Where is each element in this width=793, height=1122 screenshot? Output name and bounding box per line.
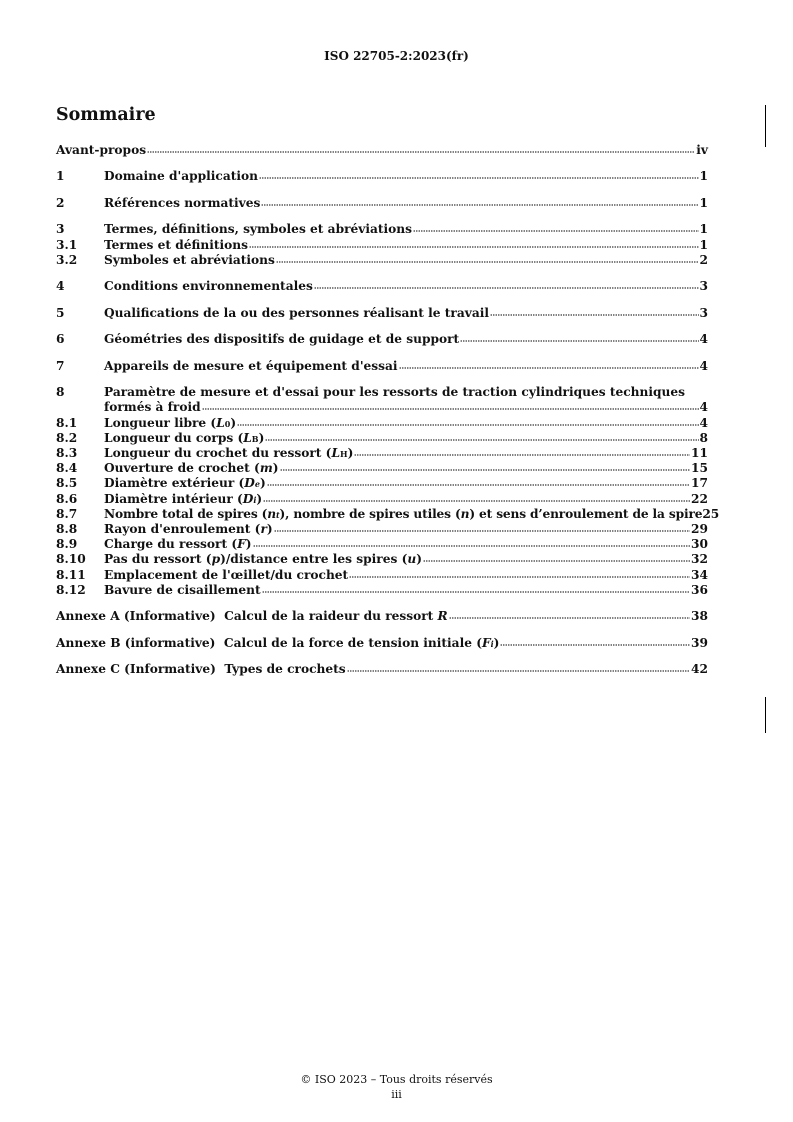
dot-leader <box>354 454 690 456</box>
toc-entry-page: 1 <box>699 195 708 210</box>
toc-entry-label: Qualifications de la ou des personnes réalisant le travail <box>104 305 489 320</box>
toc-entry-number: 8.4 <box>56 461 78 476</box>
dot-leader <box>347 670 690 672</box>
toc-entry-page: 15 <box>691 461 708 476</box>
toc-entry-number: 2 <box>56 195 65 210</box>
symbol: u <box>407 552 417 567</box>
symbol: D <box>242 491 254 506</box>
toc-entry-number: 8.3 <box>56 446 78 460</box>
toc-entry-label: Termes, définitions, symboles et abréviations <box>104 222 412 237</box>
toc-entry-page: 4 <box>699 400 708 415</box>
toc-entry-2[interactable] <box>56 196 708 211</box>
toc-entry-number: 6 <box>56 332 65 347</box>
toc-entry-8-11[interactable] <box>56 568 708 583</box>
dot-leader <box>449 617 690 619</box>
symbol: m <box>259 461 273 476</box>
toc-entry-page: iv <box>696 143 708 157</box>
dot-leader <box>237 424 698 426</box>
toc-entry-number: 8.12 <box>56 582 86 597</box>
toc-entry-label <box>104 522 273 537</box>
toc-entry-page: 3 <box>699 279 708 294</box>
toc-entry-page: 4 <box>699 358 708 373</box>
copyright-notice: © ISO 2023 – Tous droits réservés <box>300 1073 493 1086</box>
label-text: Pas du ressort ( <box>104 552 212 567</box>
label-text: Longueur du crochet du ressort ( <box>104 446 332 460</box>
toc-entry-number: 8.9 <box>56 537 78 552</box>
symbol: n <box>460 506 470 521</box>
toc-entry-page: 22 <box>691 491 708 506</box>
toc-entry-label-line1: Paramètre de mesure et d'essai pour les ressorts de traction cylindriques techniques <box>104 385 686 400</box>
toc-entry-page: 29 <box>691 521 708 536</box>
label-text: )/distance entre les spires ( <box>220 552 408 567</box>
symbol-subscript: i <box>253 494 257 505</box>
toc-entry-label: Termes et définitions <box>104 237 248 252</box>
toc-entry-number: 8.10 <box>56 552 86 567</box>
toc-entry-label <box>104 492 262 508</box>
symbol-subscript: 0 <box>224 418 231 429</box>
toc-entry-label: Avant-propos <box>56 143 147 157</box>
dot-leader <box>202 408 699 410</box>
symbol: r <box>260 521 267 536</box>
dot-leader <box>267 484 690 486</box>
toc-entry-label: Géométries des dispositifs de guidage et de support <box>104 332 460 347</box>
dot-leader <box>423 560 690 562</box>
toc-entry-3[interactable] <box>56 222 708 237</box>
toc-entry-number: 3.1 <box>56 237 78 252</box>
toc-entry-8-9[interactable] <box>56 537 708 552</box>
toc-entry-page: 1 <box>699 222 708 237</box>
toc-entry-label <box>104 476 266 492</box>
toc-entry-page: 36 <box>691 582 708 597</box>
symbol: R <box>437 609 448 624</box>
page-title: Sommaire <box>56 105 156 125</box>
toc-entry-3-2[interactable] <box>56 253 708 268</box>
dot-leader <box>460 340 698 342</box>
toc-entry-8-7[interactable] <box>56 506 720 522</box>
toc-entry-1[interactable] <box>56 169 708 184</box>
label-text: ) et sens d’enroulement de la spire <box>469 506 703 521</box>
toc-entry-page: 4 <box>699 415 708 430</box>
toc-entry-label <box>56 609 448 624</box>
label-text: ) <box>416 552 422 567</box>
symbol-subscript: e <box>254 479 260 490</box>
dot-leader <box>349 576 690 578</box>
toc-entry-number: 8.2 <box>56 430 78 445</box>
label-text: Annexe A (Informative) Calcul de la raideur du ressort <box>56 609 438 624</box>
label-text: ) <box>493 635 500 650</box>
label-text: Ouverture de crochet ( <box>104 461 260 476</box>
label-text: Charge du ressort ( <box>104 537 238 552</box>
toc-entry-5[interactable] <box>56 306 708 321</box>
toc-entry-number: 8 <box>56 385 65 400</box>
label-text: ) <box>230 415 237 430</box>
symbol: L <box>331 446 341 460</box>
label-text: Rayon d'enroulement ( <box>104 521 261 536</box>
dot-leader <box>259 177 699 179</box>
toc-entry-page: 34 <box>691 567 708 582</box>
toc-entry-label: Emplacement de l'œillet/du crochet <box>104 567 349 582</box>
label-text: ) <box>266 521 273 536</box>
toc-entry-number: 1 <box>56 169 65 184</box>
label-text: ) <box>272 461 279 476</box>
toc-entry-page: 3 <box>699 305 708 320</box>
toc-entry-annex-a[interactable] <box>56 609 708 624</box>
toc-entry-page: 42 <box>691 662 708 677</box>
toc-entry-label: Bavure de cisaillement <box>104 582 261 597</box>
toc-entry-page: 1 <box>699 237 708 252</box>
toc-entry-number: 7 <box>56 358 65 373</box>
page-footer <box>0 1072 793 1102</box>
label-text: Nombre total de spires ( <box>104 506 268 521</box>
dot-leader <box>399 367 699 369</box>
toc-entry-page: 38 <box>691 609 708 624</box>
symbol-subscript: i <box>490 638 494 649</box>
dot-leader <box>413 230 699 232</box>
toc-entry-number: 8.1 <box>56 415 78 430</box>
dot-leader <box>249 246 699 248</box>
label-text: Longueur du corps ( <box>104 430 244 445</box>
label-text: ) <box>256 491 263 506</box>
toc-entry-8-2[interactable] <box>56 431 708 446</box>
toc-entry-number: 8.7 <box>56 506 78 521</box>
toc-entry-page: 17 <box>691 476 708 491</box>
dot-leader <box>147 151 695 153</box>
toc-entry-3-1[interactable] <box>56 238 708 253</box>
dot-leader <box>262 591 690 593</box>
table-of-contents <box>56 143 720 677</box>
toc-entry-8-5[interactable] <box>56 476 708 491</box>
symbol: L <box>243 430 252 445</box>
toc-entry-number: 8.11 <box>56 567 86 582</box>
toc-entry-number: 5 <box>56 305 65 320</box>
symbol: L <box>216 415 225 430</box>
label-text: ) <box>245 537 252 552</box>
toc-entry-page: 1 <box>699 169 708 184</box>
toc-entry-page: 32 <box>691 552 708 567</box>
toc-entry-annex-c[interactable] <box>56 662 708 677</box>
toc-entry-7[interactable] <box>56 359 708 374</box>
toc-entry-label <box>104 552 422 567</box>
toc-entry-label <box>56 636 499 652</box>
toc-entry-number: 4 <box>56 279 65 294</box>
toc-entry-page: 4 <box>699 332 708 347</box>
toc-entry-label <box>104 461 279 476</box>
toc-entry-label: Domaine d'application <box>104 169 258 184</box>
toc-entry-annex-b[interactable] <box>56 636 708 651</box>
toc-entry-label: Conditions environnementales <box>104 279 313 294</box>
toc-entry-4[interactable] <box>56 279 708 294</box>
dot-leader <box>490 314 699 316</box>
toc-entry-label: Annexe C (Informative) Types de crochets <box>56 662 346 677</box>
change-bar-top <box>765 105 766 147</box>
symbol-subscript: H <box>340 449 348 459</box>
dot-leader <box>280 469 691 471</box>
dot-leader <box>274 530 690 532</box>
toc-entry-label <box>104 431 264 447</box>
toc-entry-number: 8.6 <box>56 491 78 506</box>
page-number: iii <box>391 1088 402 1101</box>
dot-leader <box>276 261 699 263</box>
toc-entry-label-line2: formés à froid <box>104 400 201 415</box>
toc-entry-8-10[interactable] <box>56 552 708 567</box>
toc-entry-number: 8.8 <box>56 521 78 536</box>
symbol-subscript: B <box>251 433 259 444</box>
document-id-header: ISO 22705-2:2023(fr) <box>324 49 469 63</box>
dot-leader <box>500 644 690 646</box>
toc-entry-page: 25 <box>702 506 720 521</box>
toc-entry-number: 3 <box>56 222 65 237</box>
toc-entry-label <box>104 416 236 432</box>
dot-leader <box>253 545 690 547</box>
toc-entry-avant-propos[interactable] <box>56 143 708 158</box>
toc-entry-label <box>104 446 353 462</box>
label-text: ) <box>258 430 265 445</box>
symbol: F <box>237 537 246 552</box>
label-text: Longueur libre ( <box>104 415 217 430</box>
label-text: ) <box>259 476 266 491</box>
toc-entry-label <box>104 507 702 523</box>
toc-entry-6[interactable] <box>56 332 708 347</box>
symbol: F <box>481 635 491 650</box>
toc-entry-8-1[interactable] <box>56 416 708 431</box>
symbol: n <box>267 506 276 521</box>
dot-leader <box>314 287 699 289</box>
toc-entry-page: 8 <box>699 430 708 445</box>
toc-entry-8-3[interactable] <box>56 446 708 461</box>
toc-entry-page: 2 <box>699 252 708 267</box>
toc-entry-label: Références normatives <box>104 195 261 210</box>
symbol: p <box>211 552 221 567</box>
toc-entry-number: 3.2 <box>56 252 78 267</box>
toc-entry-8-12[interactable] <box>56 583 708 598</box>
label-text: Diamètre extérieur ( <box>104 476 245 491</box>
label-text: Annexe B (informative) Calcul de la force de tension initiale ( <box>56 635 482 650</box>
label-text: ), nombre de spires utiles ( <box>279 506 461 521</box>
dot-leader <box>261 204 698 206</box>
toc-entry-page: 39 <box>691 635 708 650</box>
toc-entry-8-4[interactable] <box>56 461 708 476</box>
dot-leader <box>265 439 698 441</box>
label-text: ) <box>347 446 354 460</box>
toc-entry-page: 30 <box>691 537 708 552</box>
toc-entry-number: 8.5 <box>56 476 78 491</box>
change-bar-bottom <box>765 697 766 733</box>
toc-entry-8-6[interactable] <box>56 492 708 507</box>
dot-leader <box>263 500 690 502</box>
toc-entry-label <box>104 537 252 552</box>
symbol-subscript: t <box>275 509 280 520</box>
toc-entry-label: Appareils de mesure et équipement d'essai <box>104 358 398 373</box>
toc-entry-8-8[interactable] <box>56 522 708 537</box>
label-text: Diamètre intérieur ( <box>104 491 243 506</box>
toc-entry-label: Symboles et abréviations <box>104 252 275 267</box>
symbol: D <box>244 476 255 491</box>
toc-entry-page: 11 <box>691 446 708 460</box>
toc-entry-8[interactable] <box>56 385 708 415</box>
